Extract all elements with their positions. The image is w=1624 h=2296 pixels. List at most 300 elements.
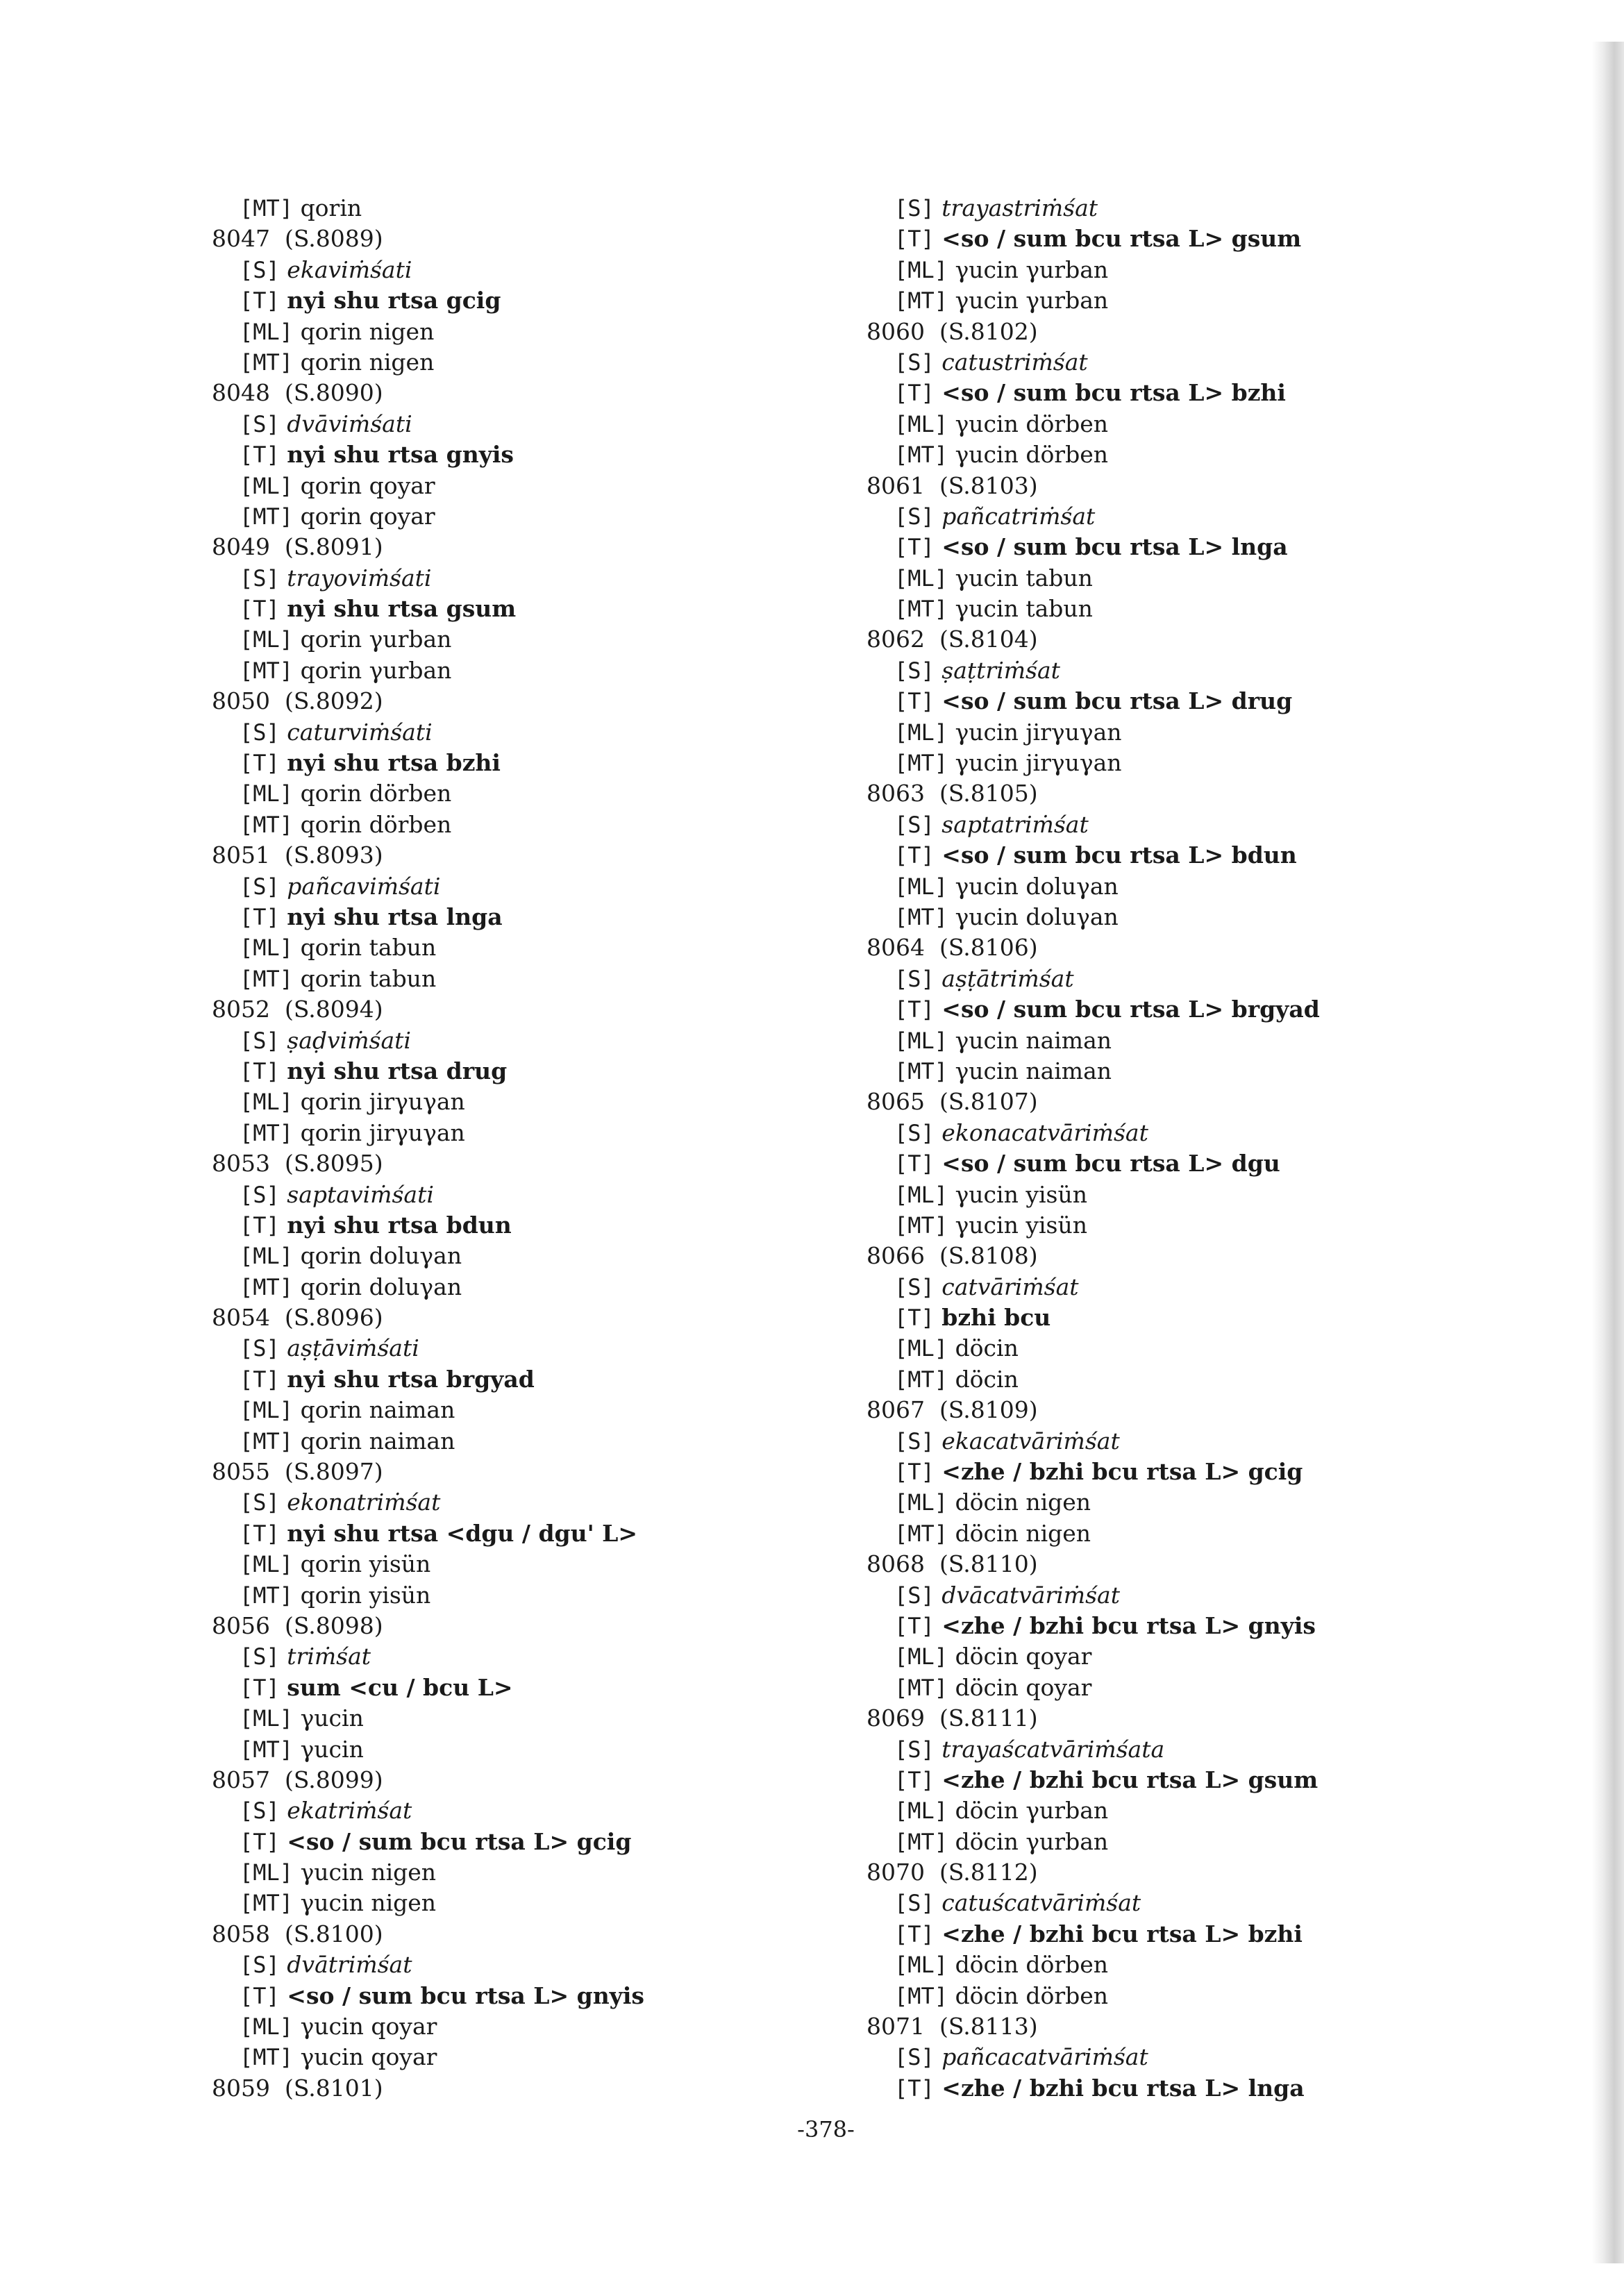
- field-tag: [T]: [240, 1366, 280, 1393]
- entry-line: [212, 1981, 837, 2011]
- entry-line: [212, 1641, 837, 1672]
- entry-line: [867, 1426, 1491, 1457]
- field-value: qorin tabun: [300, 934, 437, 962]
- entry-line: [867, 1272, 1491, 1302]
- entry-line: [867, 902, 1491, 932]
- entry-line: [867, 717, 1491, 748]
- field-tag: [MT]: [894, 287, 948, 315]
- field-tag: [S]: [240, 1181, 280, 1208]
- field-tag: [ML]: [240, 472, 294, 499]
- field-value: <so / sum bcu rtsa L> bzhi: [941, 379, 1286, 407]
- field-value: döcin γurban: [955, 1797, 1109, 1825]
- field-tag: [S]: [894, 349, 935, 376]
- field-value: <so / sum bcu rtsa L> drug: [941, 687, 1293, 715]
- entry-number: [867, 1241, 1491, 1271]
- entry-line: [867, 655, 1491, 686]
- entry-id: 8049 (S.8091): [212, 533, 383, 561]
- entry-id: 8055 (S.8097): [212, 1458, 383, 1486]
- field-value: <so / sum bcu rtsa L> gcig: [287, 1827, 632, 1855]
- field-tag: [ML]: [894, 1798, 948, 1825]
- entry-line: [212, 810, 837, 840]
- field-tag: [S]: [894, 811, 935, 838]
- entry-line: [212, 1210, 837, 1241]
- field-tag: [MT]: [894, 1982, 948, 2009]
- entry-id: 8064 (S.8106): [867, 934, 1038, 962]
- entry-id: 8068 (S.8110): [867, 1550, 1038, 1578]
- field-tag: [T]: [240, 1674, 280, 1701]
- field-value: qorin naiman: [300, 1427, 455, 1455]
- field-tag: [S]: [240, 1335, 280, 1362]
- entry-line: [212, 1487, 837, 1518]
- entry-number: [867, 317, 1491, 347]
- field-tag: [T]: [894, 1150, 935, 1178]
- field-tag: [ML]: [894, 410, 948, 437]
- entry-line: [867, 964, 1491, 994]
- field-tag: [T]: [240, 287, 280, 315]
- field-tag: [MT]: [240, 1582, 294, 1609]
- field-tag: [ML]: [240, 935, 294, 962]
- entry-line: [867, 1673, 1491, 1703]
- field-tag: [MT]: [894, 750, 948, 777]
- entry-number: [867, 1703, 1491, 1734]
- field-value: sum <cu / bcu L>: [287, 1673, 513, 1701]
- entry-line: [867, 378, 1491, 408]
- field-tag: [T]: [240, 1057, 280, 1084]
- field-tag: [ML]: [894, 256, 948, 283]
- field-value: ekonacatvāriṁśat: [941, 1118, 1148, 1146]
- field-value: ekaviṁśati: [287, 255, 412, 283]
- entry-line: [212, 1272, 837, 1302]
- field-tag: [S]: [240, 410, 280, 437]
- field-value: <zhe / bzhi bcu rtsa L> gnyis: [941, 1611, 1316, 1639]
- entry-line: [867, 1888, 1491, 1918]
- field-tag: [S]: [894, 1119, 935, 1146]
- field-value: döcin: [955, 1365, 1019, 1393]
- entry-line: [212, 1364, 837, 1395]
- field-value: γucin doluγan: [955, 903, 1119, 930]
- field-value: qorin γurban: [300, 656, 452, 684]
- entry-id: 8057 (S.8099): [212, 1766, 383, 1793]
- field-value: qorin dörben: [300, 780, 452, 807]
- field-tag: [T]: [894, 380, 935, 407]
- field-value: döcin γurban: [955, 1827, 1109, 1855]
- entry-number: [212, 994, 837, 1025]
- field-value: nyi shu rtsa <dgu / dgu' L>: [287, 1519, 638, 1547]
- entry-id: 8062 (S.8104): [867, 626, 1038, 653]
- entry-id: 8069 (S.8111): [867, 1704, 1038, 1732]
- field-value: qorin qoyar: [300, 502, 435, 530]
- entry-line: [212, 1734, 837, 1765]
- entry-line: [212, 1673, 837, 1703]
- entry-line: [867, 2042, 1491, 2072]
- entry-line: [212, 1795, 837, 1826]
- field-value: catuścatvāriṁśat: [941, 1889, 1141, 1917]
- entry-id: 8056 (S.8098): [212, 1611, 383, 1639]
- field-value: qorin jirγuγan: [300, 1118, 465, 1146]
- entry-number: [867, 1087, 1491, 1117]
- entry-line: [212, 471, 837, 501]
- field-tag: [T]: [240, 596, 280, 623]
- entry-number: [867, 1395, 1491, 1425]
- field-value: γucin naiman: [955, 1026, 1112, 1054]
- entry-line: [212, 1056, 837, 1087]
- entry-line: [867, 1333, 1491, 1364]
- field-tag: [S]: [240, 1643, 280, 1670]
- left-column: [212, 193, 837, 2104]
- entry-line: [212, 1703, 837, 1734]
- entry-number: [867, 624, 1491, 655]
- field-value: γucin qoyar: [300, 2013, 437, 2041]
- field-tag: [ML]: [240, 1551, 294, 1578]
- entry-line: [212, 1888, 837, 1918]
- entry-id: 8048 (S.8090): [212, 379, 383, 407]
- entry-line: [212, 1333, 837, 1364]
- entry-line: [867, 994, 1491, 1025]
- entry-line: [867, 1981, 1491, 2011]
- entry-number: [867, 932, 1491, 963]
- field-value: γucin yisün: [955, 1180, 1087, 1208]
- field-tag: [MT]: [894, 1520, 948, 1547]
- field-value: γucin nigen: [300, 1889, 437, 1917]
- entry-line: [212, 193, 837, 224]
- entry-line: [212, 717, 837, 748]
- field-value: pañcacatvāriṁśat: [941, 2043, 1148, 2071]
- field-value: nyi shu rtsa gsum: [287, 595, 517, 623]
- field-tag: [MT]: [894, 1828, 948, 1855]
- entry-line: [212, 563, 837, 594]
- field-tag: [S]: [240, 1952, 280, 1979]
- entry-line: [867, 563, 1491, 594]
- field-tag: [S]: [894, 1736, 935, 1763]
- field-value: qorin nigen: [300, 348, 435, 376]
- field-tag: [T]: [240, 1212, 280, 1239]
- field-tag: [ML]: [240, 318, 294, 345]
- entry-line: [212, 1087, 837, 1117]
- field-tag: [S]: [894, 1427, 935, 1455]
- entry-line: [867, 1118, 1491, 1148]
- entry-line: [212, 1827, 837, 1857]
- entry-line: [212, 1118, 837, 1148]
- field-tag: [MT]: [894, 1366, 948, 1393]
- field-value: ṣaṭtriṁśat: [941, 656, 1060, 684]
- field-tag: [T]: [894, 2075, 935, 2102]
- field-tag: [ML]: [240, 780, 294, 807]
- field-tag: [ML]: [240, 2013, 294, 2041]
- field-value: trayastriṁśat: [941, 194, 1098, 221]
- field-value: γucin jirγuγan: [955, 718, 1122, 746]
- entry-id: 8067 (S.8109): [867, 1396, 1038, 1424]
- field-tag: [MT]: [240, 657, 294, 684]
- entry-number: [867, 2011, 1491, 2042]
- field-tag: [T]: [894, 688, 935, 715]
- entry-line: [867, 501, 1491, 532]
- entry-number: [212, 532, 837, 562]
- entry-line: [867, 810, 1491, 840]
- field-value: nyi shu rtsa brgyad: [287, 1365, 535, 1393]
- field-value: dvātriṁśat: [287, 1951, 412, 1979]
- entry-line: [867, 686, 1491, 717]
- field-value: pañcatriṁśat: [941, 502, 1096, 530]
- field-tag: [ML]: [894, 1181, 948, 1208]
- entry-line: [867, 532, 1491, 562]
- entry-line: [867, 1580, 1491, 1611]
- field-value: qorin qoyar: [300, 471, 435, 499]
- field-value: döcin dörben: [955, 1981, 1109, 2009]
- field-value: ekonatriṁśat: [287, 1489, 441, 1516]
- entry-line: [867, 1180, 1491, 1210]
- field-value: nyi shu rtsa bdun: [287, 1211, 512, 1239]
- field-value: döcin nigen: [955, 1519, 1091, 1547]
- page-number: -378-: [797, 2116, 855, 2143]
- entry-id: 8060 (S.8102): [867, 317, 1038, 345]
- field-value: γucin tabun: [955, 595, 1093, 623]
- field-tag: [T]: [894, 1766, 935, 1793]
- field-value: döcin: [955, 1334, 1019, 1362]
- field-value: γucin nigen: [300, 1859, 437, 1886]
- entry-line: [867, 1025, 1491, 1056]
- field-value: γucin: [300, 1735, 364, 1763]
- field-value: <so / sum bcu rtsa L> dgu: [941, 1150, 1280, 1178]
- field-tag: [S]: [240, 873, 280, 900]
- field-value: nyi shu rtsa drug: [287, 1057, 508, 1084]
- entry-line: [212, 1580, 837, 1611]
- field-tag: [T]: [894, 1459, 935, 1486]
- entry-line: [867, 871, 1491, 902]
- field-tag: [S]: [894, 657, 935, 684]
- field-value: γucin doluγan: [955, 872, 1119, 900]
- entry-number: [212, 378, 837, 408]
- entry-id: 8071 (S.8113): [867, 2013, 1038, 2041]
- entry-number: [212, 2073, 837, 2104]
- entry-line: [867, 1302, 1491, 1333]
- entry-line: [867, 409, 1491, 439]
- entry-line: [867, 1148, 1491, 1179]
- entry-line: [212, 778, 837, 809]
- field-tag: [MT]: [240, 1890, 294, 1917]
- entry-line: [212, 317, 837, 347]
- field-tag: [MT]: [240, 811, 294, 838]
- field-tag: [MT]: [894, 442, 948, 469]
- field-value: triṁśat: [287, 1643, 371, 1670]
- field-value: qorin tabun: [300, 964, 437, 992]
- field-value: döcin qoyar: [955, 1673, 1092, 1701]
- field-tag: [ML]: [894, 873, 948, 900]
- entry-id: 8058 (S.8100): [212, 1920, 383, 1947]
- entry-line: [212, 439, 837, 470]
- entry-line: [212, 2042, 837, 2072]
- field-value: qorin naiman: [300, 1396, 455, 1424]
- entry-line: [212, 624, 837, 655]
- field-tag: [MT]: [240, 1427, 294, 1455]
- field-value: <so / sum bcu rtsa L> gsum: [941, 225, 1302, 253]
- entry-id: 8070 (S.8112): [867, 1859, 1038, 1886]
- entry-number: [212, 1611, 837, 1641]
- field-tag: [ML]: [894, 564, 948, 592]
- field-value: <so / sum bcu rtsa L> lnga: [941, 533, 1288, 561]
- entry-line: [867, 285, 1491, 316]
- field-tag: [ML]: [240, 626, 294, 653]
- entry-line: [867, 1487, 1491, 1518]
- field-tag: [T]: [894, 1305, 935, 1332]
- entry-line: [867, 1056, 1491, 1087]
- field-value: qorin γurban: [300, 626, 452, 653]
- field-tag: [S]: [240, 256, 280, 283]
- entry-line: [867, 1611, 1491, 1641]
- entry-line: [867, 193, 1491, 224]
- entry-line: [867, 748, 1491, 778]
- field-value: nyi shu rtsa bzhi: [287, 749, 501, 777]
- entry-number: [212, 224, 837, 254]
- entry-line: [867, 1364, 1491, 1395]
- entry-line: [212, 932, 837, 963]
- entry-line: [212, 1025, 837, 1056]
- entry-line: [212, 2011, 837, 2042]
- field-tag: [ML]: [240, 1089, 294, 1116]
- field-tag: [T]: [240, 750, 280, 777]
- field-value: qorin nigen: [300, 317, 435, 345]
- entry-line: [212, 347, 837, 378]
- field-value: γucin yisün: [955, 1211, 1087, 1239]
- field-value: qorin yisün: [300, 1550, 431, 1578]
- field-value: γucin qoyar: [300, 2043, 437, 2071]
- scan-edge-shadow: [1592, 42, 1624, 2263]
- entry-id: 8061 (S.8103): [867, 471, 1038, 499]
- field-value: γucin γurban: [955, 255, 1109, 283]
- field-tag: [ML]: [240, 1397, 294, 1424]
- field-tag: [ML]: [894, 1027, 948, 1054]
- field-value: catustriṁśat: [941, 348, 1088, 376]
- field-tag: [T]: [240, 1520, 280, 1547]
- field-value: γucin γurban: [955, 287, 1109, 315]
- field-tag: [T]: [240, 1828, 280, 1855]
- field-value: γucin tabun: [955, 564, 1093, 592]
- field-tag: [MT]: [240, 503, 294, 530]
- field-tag: [ML]: [894, 1643, 948, 1670]
- field-value: γucin dörben: [955, 441, 1108, 469]
- field-tag: [S]: [894, 503, 935, 530]
- field-tag: [S]: [894, 195, 935, 221]
- field-tag: [ML]: [894, 1952, 948, 1979]
- field-value: qorin doluγan: [300, 1242, 462, 1270]
- field-tag: [MT]: [894, 596, 948, 623]
- entry-number: [867, 778, 1491, 809]
- field-value: <zhe / bzhi bcu rtsa L> gsum: [941, 1766, 1319, 1793]
- field-tag: [MT]: [240, 965, 294, 992]
- field-value: nyi shu rtsa gnyis: [287, 441, 514, 469]
- entry-line: [867, 1210, 1491, 1241]
- entry-id: 8051 (S.8093): [212, 841, 383, 869]
- entry-line: [212, 501, 837, 532]
- field-value: dvācatvāriṁśat: [941, 1581, 1120, 1609]
- entry-line: [212, 1426, 837, 1457]
- field-value: γucin dörben: [955, 410, 1108, 437]
- right-column: [867, 193, 1491, 2104]
- field-tag: [S]: [240, 564, 280, 592]
- entry-id: 8052 (S.8094): [212, 996, 383, 1023]
- entry-line: [867, 1919, 1491, 1950]
- field-value: qorin doluγan: [300, 1273, 462, 1300]
- field-value: γucin naiman: [955, 1057, 1112, 1084]
- field-value: nyi shu rtsa lnga: [287, 903, 503, 930]
- field-tag: [ML]: [894, 1489, 948, 1516]
- entry-line: [212, 655, 837, 686]
- entry-line: [212, 285, 837, 316]
- entry-number: [212, 1765, 837, 1795]
- field-tag: [MT]: [894, 1212, 948, 1239]
- entry-id: 8065 (S.8107): [867, 1088, 1038, 1116]
- field-tag: [S]: [894, 1890, 935, 1917]
- entry-line: [212, 964, 837, 994]
- entry-line: [867, 1765, 1491, 1795]
- entry-line: [867, 1641, 1491, 1672]
- entry-line: [867, 2073, 1491, 2104]
- entry-id: 8047 (S.8089): [212, 225, 383, 253]
- entry-line: [867, 1950, 1491, 1980]
- entry-line: [212, 594, 837, 624]
- field-tag: [ML]: [240, 1859, 294, 1886]
- field-value: dvāviṁśati: [287, 410, 412, 437]
- field-tag: [T]: [894, 1612, 935, 1639]
- field-tag: [T]: [894, 226, 935, 253]
- field-tag: [MT]: [240, 1273, 294, 1300]
- entry-id: 8054 (S.8096): [212, 1304, 383, 1332]
- entry-number: [212, 1302, 837, 1333]
- entry-number: [867, 1857, 1491, 1888]
- field-value: aṣṭāviṁśati: [287, 1334, 419, 1362]
- field-tag: [S]: [240, 719, 280, 746]
- field-tag: [S]: [894, 2044, 935, 2071]
- field-value: caturviṁśati: [287, 718, 433, 746]
- field-tag: [S]: [894, 1582, 935, 1609]
- entry-id: 8050 (S.8092): [212, 687, 383, 715]
- entry-line: [212, 1950, 837, 1980]
- field-tag: [S]: [240, 1489, 280, 1516]
- entry-line: [867, 1734, 1491, 1765]
- entry-number: [212, 1148, 837, 1179]
- entry-id: 8053 (S.8095): [212, 1150, 383, 1178]
- field-tag: [MT]: [894, 903, 948, 930]
- field-tag: [T]: [894, 996, 935, 1023]
- field-tag: [MT]: [240, 1119, 294, 1146]
- entry-number: [212, 1919, 837, 1950]
- field-value: ekatriṁśat: [287, 1797, 412, 1825]
- field-tag: [MT]: [894, 1674, 948, 1701]
- entry-line: [212, 1857, 837, 1888]
- field-value: <so / sum bcu rtsa L> brgyad: [941, 996, 1320, 1023]
- entry-number: [212, 686, 837, 717]
- entry-line: [867, 1518, 1491, 1549]
- entry-line: [867, 1457, 1491, 1487]
- field-value: döcin nigen: [955, 1489, 1091, 1516]
- field-value: döcin qoyar: [955, 1643, 1092, 1670]
- field-value: trayoviṁśati: [287, 564, 432, 592]
- field-value: qorin: [300, 194, 362, 221]
- entry-line: [212, 1549, 837, 1579]
- field-value: catvāriṁśat: [941, 1273, 1079, 1300]
- entry-line: [867, 1827, 1491, 1857]
- entry-line: [212, 871, 837, 902]
- entry-line: [867, 439, 1491, 470]
- field-tag: [MT]: [894, 1057, 948, 1084]
- entry-number: [867, 1549, 1491, 1579]
- field-value: <zhe / bzhi bcu rtsa L> lnga: [941, 2074, 1305, 2102]
- entry-id: 8063 (S.8105): [867, 780, 1038, 807]
- field-value: döcin dörben: [955, 1951, 1109, 1979]
- field-tag: [T]: [240, 442, 280, 469]
- field-tag: [T]: [894, 1920, 935, 1947]
- field-tag: [T]: [894, 842, 935, 869]
- field-tag: [T]: [240, 903, 280, 930]
